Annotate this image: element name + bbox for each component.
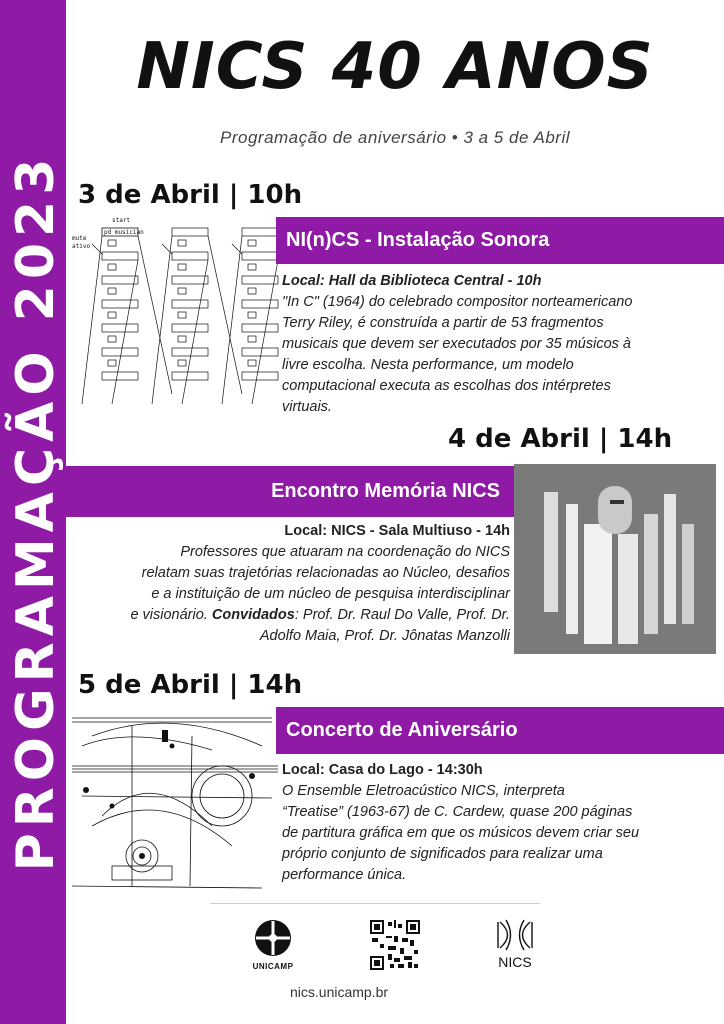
- page-title: NICS 40 ANOS: [136, 30, 654, 104]
- event-3-line-1: O Ensemble Eletroacústico NICS, interpreta: [282, 783, 565, 799]
- sidebar-band: [0, 0, 66, 1024]
- graphic-score-image: [72, 706, 278, 896]
- event-2-title-band: [66, 466, 514, 517]
- patch-label-musician: pd musician: [104, 229, 144, 236]
- sidebar-title: PROGRAMAÇÃO 2023: [6, 152, 66, 872]
- nics-logo: [490, 918, 540, 978]
- footer-url[interactable]: nics.unicamp.br: [290, 984, 389, 1000]
- qr-code[interactable]: [370, 920, 420, 970]
- event-3-title-band: [276, 707, 724, 754]
- event-1-line-2: Terry Riley, é construída a partir de 53 fragmentos: [282, 315, 604, 331]
- event-2-line-2: relatam suas trajetórias relacionadas ao Núcleo, desafios: [141, 565, 510, 581]
- event-3-description: [282, 760, 712, 886]
- event-3-line-4: próprio conjunto de significados para realizar uma: [282, 846, 603, 862]
- event-1-line-1: "In C" (1964) do celebrado compositor norteamericano: [282, 294, 633, 310]
- event-3-location: Local: Casa do Lago - 14:30h: [282, 762, 483, 778]
- unicamp-logo: [248, 918, 298, 978]
- nics-wordmark: NICS: [498, 954, 532, 970]
- nics-emblem-icon: [496, 918, 534, 952]
- patch-diagram-image: [72, 214, 284, 410]
- patch-label-ativo: ativo: [72, 243, 91, 250]
- event-2-guests-tail: : Prof. Dr. Raul Do Valle, Prof. Dr.: [294, 607, 510, 623]
- event-1-title: NI(n)CS - Instalação Sonora: [286, 229, 550, 251]
- page-subtitle: Programação de aniversário • 3 a 5 de Abril: [220, 128, 570, 147]
- event-3-line-5: performance única.: [282, 867, 407, 883]
- event-1-line-5: computacional executa as escolhas dos intérpretes: [282, 378, 611, 394]
- event-2-title: Encontro Memória NICS: [271, 480, 500, 502]
- portrait-image: [514, 464, 716, 654]
- footer-divider: [210, 903, 540, 904]
- event-3-title: Concerto de Aniversário: [286, 719, 518, 741]
- event-1-description: [282, 271, 712, 418]
- patch-label-start: start: [112, 217, 131, 224]
- event-1-title-band: [276, 217, 724, 264]
- event-2-line-1: Professores que atuaram na coordenação do NICS: [180, 544, 510, 560]
- event-1-line-4: livre escolha. Nesta performance, um modelo: [282, 357, 574, 373]
- event-3-line-2: “Treatise” (1963-67) de C. Cardew, quase 200 páginas: [282, 804, 633, 820]
- event-2-guests-label: Convidados: [211, 607, 295, 623]
- event-2-description: [70, 521, 510, 647]
- event-1-line-6: virtuais.: [282, 399, 332, 415]
- patch-label-mute: mute: [72, 235, 87, 242]
- event-1-line-3: musicais que devem ser executados por 35 músicos à: [282, 336, 631, 352]
- event-1-location: Local: Hall da Biblioteca Central - 10h: [282, 273, 542, 289]
- event-2-line-4-start: e visionário.: [130, 607, 208, 623]
- event-2-line-5: Adolfo Maia, Prof. Dr. Jônatas Manzolli: [259, 628, 510, 644]
- event-2-line-4: [70, 605, 510, 626]
- unicamp-wordmark: UNICAMP: [252, 962, 294, 971]
- event-2-location: Local: NICS - Sala Multiuso - 14h: [284, 523, 510, 539]
- event-2-date: 4 de Abril | 14h: [448, 424, 673, 454]
- event-2-line-3: e a instituição de um núcleo de pesquisa interdisciplinar: [151, 586, 510, 602]
- event-1-date: 3 de Abril | 10h: [78, 180, 303, 210]
- event-3-line-3: de partitura gráfica em que os músicos devem criar seu: [282, 825, 640, 841]
- event-3-date: 5 de Abril | 14h: [78, 670, 303, 700]
- unicamp-emblem-icon: [253, 918, 293, 958]
